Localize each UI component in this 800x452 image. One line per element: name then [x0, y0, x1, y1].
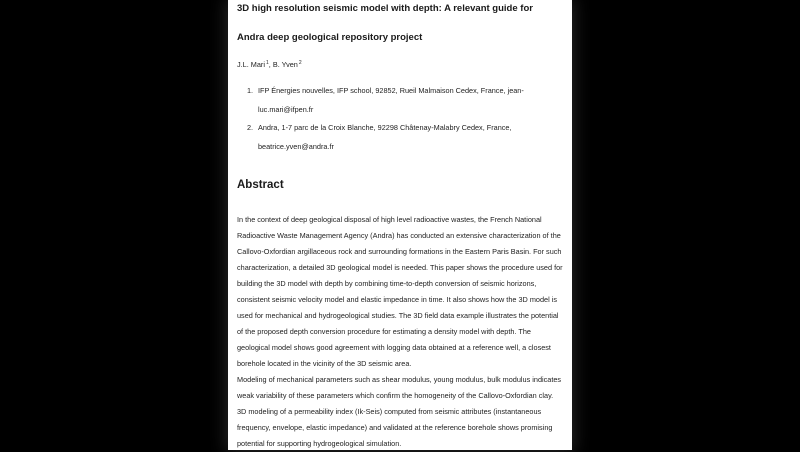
- letterbox-right: [572, 0, 800, 450]
- paper-title-line-1: 3D high resolution seismic model with depth: A relevant guide for: [237, 3, 533, 14]
- affiliation-1-text: IFP Énergies nouvelles, IFP school, 92852, Rueil Malmaison Cedex, France, jean-luc.mari@ifpen.fr: [258, 86, 524, 114]
- abstract-body: [237, 212, 563, 452]
- author-1-name: J.L. Mari: [237, 60, 265, 69]
- affiliation-2-text: Andra, 1-7 parc de la Croix Blanche, 92298 Châtenay-Malabry Cedex, France, beatrice.yven@andra.fr: [258, 123, 512, 151]
- paper-title: [237, 0, 563, 52]
- affiliation-1-number: 1.: [247, 86, 254, 95]
- paper-page: [228, 0, 572, 450]
- author-2-name: B. Yven: [272, 60, 298, 69]
- affiliation-item-2: [247, 119, 563, 156]
- paper-title-line-2: Andra deep geological repository project: [237, 32, 423, 43]
- affiliation-2-number: 2.: [247, 123, 254, 132]
- author-1-superscript: 1: [265, 59, 269, 66]
- authors-line: [237, 59, 563, 70]
- authors-separator: ,: [268, 60, 273, 69]
- affiliation-item-1: [247, 82, 563, 119]
- abstract-paragraph-1: In the context of deep geological disposal of high level radioactive wastes, the French National Radioactive Waste Management Agency (Andra) has conducted an extensive characterization of the Callovo-Oxfordian argillaceous rock and surrounding formations in the Eastern Paris Basin. For such characterization, a detailed 3D geological model is needed. This paper shows the procedure used for building the 3D model with depth by combining time-to-depth conversion of seismic horizons, consistent seismic velocity model and elastic impedance in time. It also shows how the 3D model is used for mechanical and hydrogeological studies. The 3D field data example illustrates the potential of the proposed depth conversion procedure for estimating a density model with depth. The geological model shows good agreement with logging data obtained at a reference well, a closest borehole located in the vicinity of the 3D seismic area.: [237, 215, 563, 368]
- affiliation-list: [247, 82, 563, 156]
- letterbox-left: [0, 0, 228, 450]
- author-2-superscript: 2: [298, 59, 302, 66]
- abstract-heading: Abstract: [237, 179, 284, 191]
- abstract-paragraph-2: Modeling of mechanical parameters such as shear modulus, young modulus, bulk modulus indicates weak variability of these parameters which confirm the homogeneity of the Callovo-Oxfordian clay. 3D modeling of a permeability index (Ik-Seis) computed from seismic attributes (instantaneous frequency, envelope, elastic impedance) and validated at the reference borehole shows promising potential for supporting hydrogeological simulation.: [237, 375, 562, 448]
